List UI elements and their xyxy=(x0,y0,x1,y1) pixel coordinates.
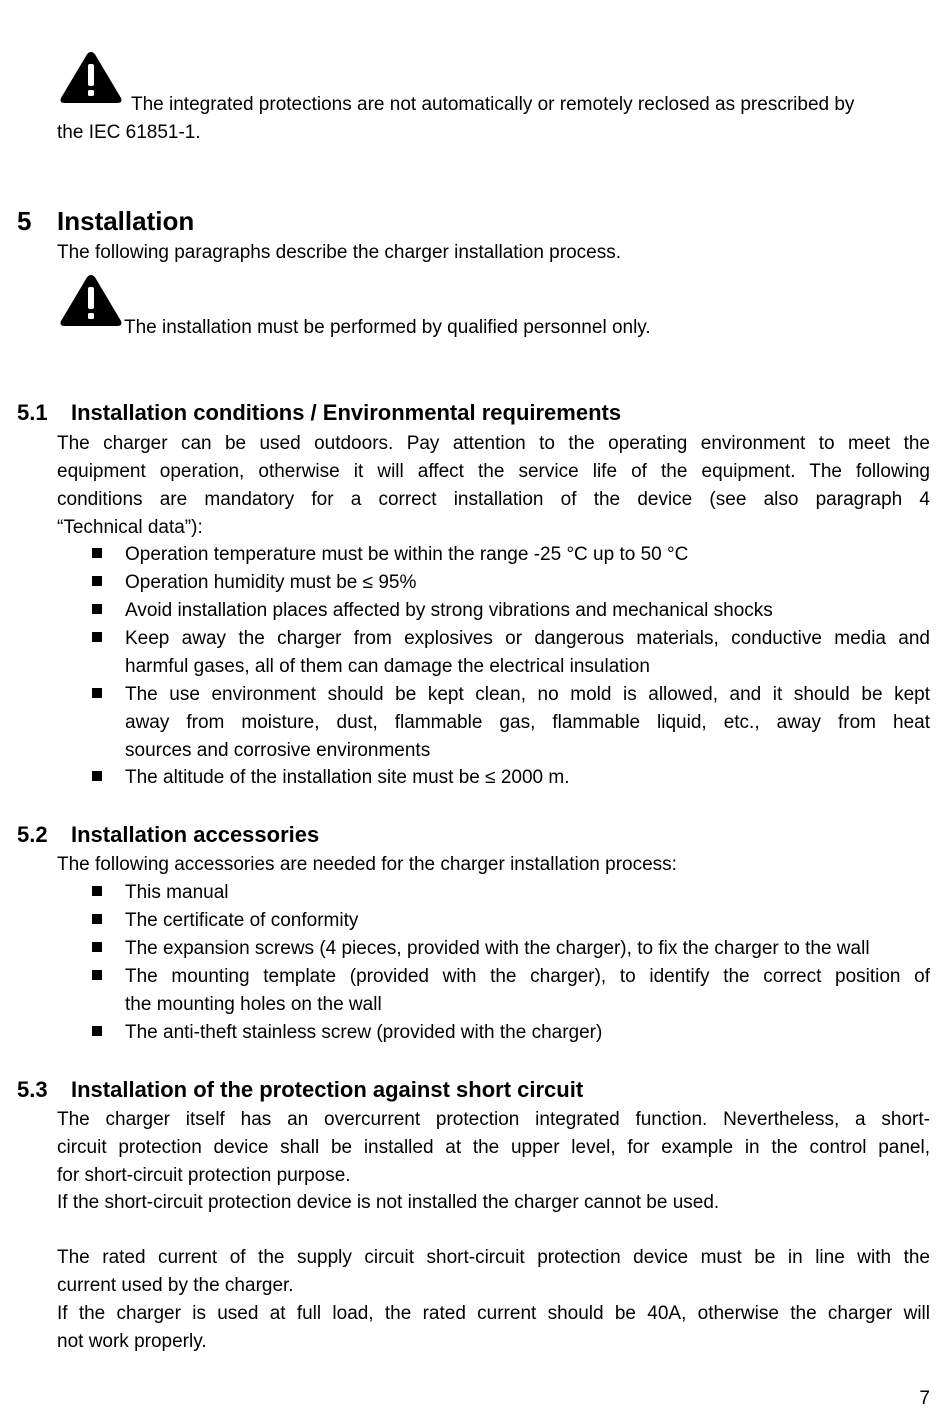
bullet-marker xyxy=(92,771,102,781)
list-item: This manual xyxy=(125,882,229,903)
section-5-2-intro: The following accessories are needed for the charger installation process: xyxy=(57,854,677,875)
list-item-continuation: sources and corrosive environments xyxy=(125,740,431,761)
list-item-continuation: away from moisture, dust, flammable gas, flammable liquid, etc., away from heat xyxy=(125,712,930,733)
list-item: Operation temperature must be within the range -25 °C up to 50 °C xyxy=(125,544,689,565)
bullet-marker xyxy=(92,688,102,698)
list-item: The certificate of conformity xyxy=(125,910,359,931)
warning-text-line-1: The integrated protections are not automatically or remotely reclosed as prescribed by xyxy=(131,94,855,115)
bullet-marker xyxy=(92,576,102,586)
list-item-continuation: the mounting holes on the wall xyxy=(125,994,382,1015)
list-item: Avoid installation places affected by strong vibrations and mechanical shocks xyxy=(125,600,773,621)
list-item: Keep away the charger from explosives or dangerous materials, conductive media and xyxy=(125,628,930,649)
warning-text-qualified: The installation must be performed by qualified personnel only. xyxy=(124,317,651,338)
warning-text-line-2: the IEC 61851-1. xyxy=(57,122,201,143)
section-5-3-text-line: If the short-circuit protection device is not installed the charger cannot be used. xyxy=(57,1192,720,1213)
section-5-1-text-line: conditions are mandatory for a correct installation of the device (see also paragraph 4 xyxy=(57,489,930,510)
bullet-marker xyxy=(92,604,102,614)
bullet-marker xyxy=(92,548,102,558)
bullet-marker xyxy=(92,886,102,896)
section-heading-5: 5 Installation xyxy=(17,206,195,236)
list-item: The use environment should be kept clean, no mold is allowed, and it should be kept xyxy=(125,684,930,705)
section-5-3-text-line: The charger itself has an overcurrent protection integrated function. Nevertheless, a short- xyxy=(57,1109,930,1130)
section-5-intro: The following paragraphs describe the charger installation process. xyxy=(57,242,621,263)
section-5-1-text-line: equipment operation, otherwise it will affect the service life of the equipment. The following xyxy=(57,461,930,482)
section-heading-5-2: 5.2 Installation accessories xyxy=(17,822,320,847)
bullet-marker xyxy=(92,970,102,980)
list-item: The mounting template (provided with the charger), to identify the correct position of xyxy=(125,966,930,987)
warning-triangle-icon xyxy=(59,273,123,327)
bullet-marker xyxy=(92,942,102,952)
section-5-3-text-line: not work properly. xyxy=(57,1331,207,1352)
page-number: 7 xyxy=(919,1388,930,1409)
bullet-marker xyxy=(92,1026,102,1036)
section-5-3-text-line: current used by the charger. xyxy=(57,1275,294,1296)
list-item: The expansion screws (4 pieces, provided with the charger), to fix the charger to the wall xyxy=(125,938,870,959)
section-5-1-text-line: The charger can be used outdoors. Pay attention to the operating environment to meet the xyxy=(57,433,930,454)
section-5-3-text-line: If the charger is used at full load, the rated current should be 40A, otherwise the charger will xyxy=(57,1303,930,1324)
list-item: The altitude of the installation site must be ≤ 2000 m. xyxy=(125,767,570,788)
warning-triangle-icon xyxy=(59,50,123,104)
bullet-marker xyxy=(92,632,102,642)
section-5-3-text-line: circuit protection device shall be installed at the upper level, for example in the control panel, xyxy=(57,1137,930,1158)
bullet-marker xyxy=(92,914,102,924)
section-5-3-text-line: The rated current of the supply circuit short-circuit protection device must be in line with the xyxy=(57,1247,930,1268)
section-5-3-text-line: for short-circuit protection purpose. xyxy=(57,1165,351,1186)
list-item: Operation humidity must be ≤ 95% xyxy=(125,572,417,593)
section-5-1-text-line: “Technical data”): xyxy=(57,517,203,538)
list-item-continuation: harmful gases, all of them can damage the electrical insulation xyxy=(125,656,650,677)
section-heading-5-1: 5.1 Installation conditions / Environmental requirements xyxy=(17,400,622,425)
section-heading-5-3: 5.3 Installation of the protection against short circuit xyxy=(17,1077,584,1102)
list-item: The anti-theft stainless screw (provided with the charger) xyxy=(125,1022,603,1043)
